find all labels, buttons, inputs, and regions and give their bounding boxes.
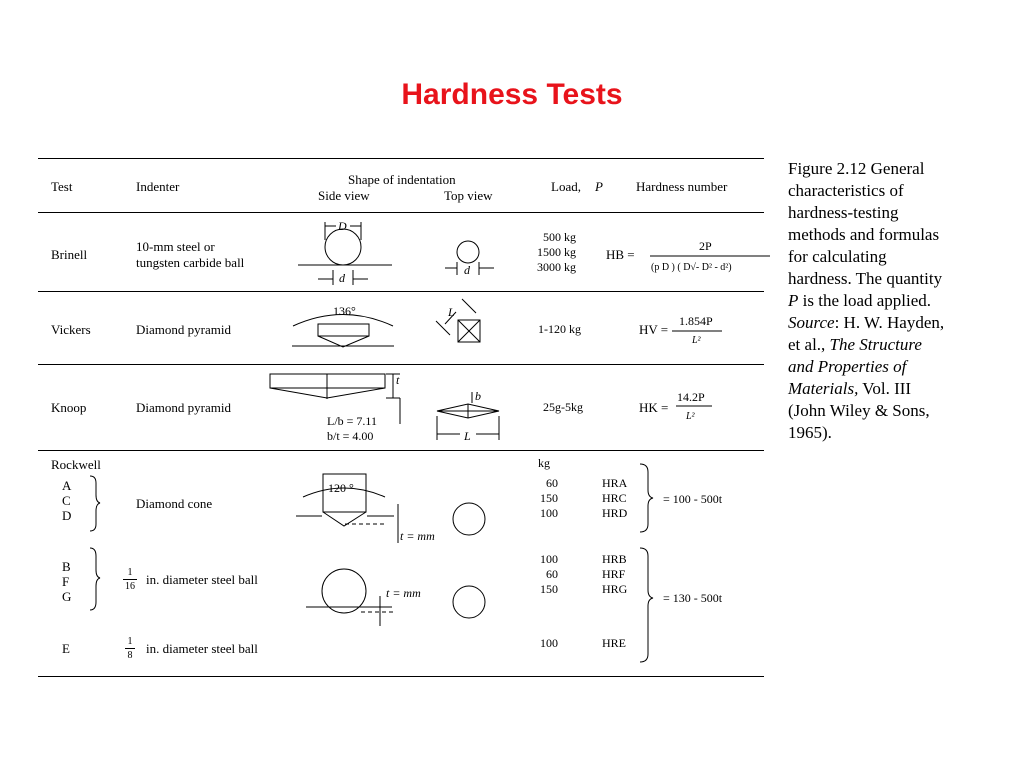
header-indenter: Indenter bbox=[136, 179, 180, 194]
knoop-b-label: b bbox=[475, 389, 481, 403]
caption-etal: et al., bbox=[788, 335, 830, 354]
knoop-L-label: L bbox=[464, 429, 471, 443]
brinell-load-1: 500 kg bbox=[543, 230, 576, 244]
scale-A: A bbox=[62, 478, 72, 493]
formula-100-500t: = 100 - 500t bbox=[663, 492, 723, 506]
hn-HRD: HRD bbox=[602, 506, 628, 520]
caption-line bbox=[788, 378, 993, 400]
caption-line: 1965). bbox=[788, 423, 832, 442]
caption-line: methods and formulas bbox=[788, 225, 940, 244]
hb-numerator: 2P bbox=[699, 239, 712, 253]
rockwell-load-150: 150 bbox=[540, 491, 558, 505]
brinell-load-3: 3000 kg bbox=[537, 260, 576, 274]
figure-caption bbox=[788, 158, 993, 444]
hb-denominator: (p D ) ( D√- D² - d²) bbox=[651, 262, 732, 273]
hk-denominator: L² bbox=[686, 411, 695, 422]
indenter-vickers: Diamond pyramid bbox=[136, 322, 231, 337]
indenter-brinell-line1: 10-mm steel or bbox=[136, 239, 215, 254]
fraction-1-16 bbox=[123, 567, 137, 592]
rockwell-load-60-f: 60 bbox=[546, 567, 558, 581]
header-test: Test bbox=[51, 179, 73, 194]
hn-HRE: HRE bbox=[602, 636, 626, 650]
hn-HRC: HRC bbox=[602, 491, 627, 505]
test-name-vickers: Vickers bbox=[51, 322, 91, 337]
hb-symbol: HB = bbox=[606, 247, 635, 262]
brace-bfg bbox=[90, 548, 100, 610]
vickers-side-view bbox=[292, 315, 394, 348]
rockwell-load-100-b: 100 bbox=[540, 552, 558, 566]
header-shape: Shape of indentation bbox=[348, 172, 456, 187]
rockwell-t-mm-2: t = mm bbox=[386, 586, 421, 600]
scale-C: C bbox=[62, 493, 71, 508]
hn-HRB: HRB bbox=[602, 552, 627, 566]
vickers-top-view bbox=[436, 299, 480, 342]
scale-B: B bbox=[62, 559, 71, 574]
brinell-d-label-top: d bbox=[464, 263, 470, 277]
rockwell-load-60: 60 bbox=[546, 476, 558, 490]
rockwell-ball-top-view bbox=[453, 586, 485, 618]
indenter-brinell-line2: tungsten carbide ball bbox=[136, 255, 245, 270]
caption-line bbox=[788, 334, 993, 356]
test-name-brinell: Brinell bbox=[51, 247, 88, 262]
hn-HRA: HRA bbox=[602, 476, 628, 490]
hv-denominator: L² bbox=[692, 335, 701, 346]
vickers-L-label: L bbox=[448, 305, 455, 319]
caption-book-2: and Properties of bbox=[788, 357, 907, 376]
caption-source-label: Source bbox=[788, 313, 835, 332]
caption-line: for calculating bbox=[788, 247, 887, 266]
caption-vol: Vol. III bbox=[858, 379, 912, 398]
caption-line: Figure 2.12 General bbox=[788, 159, 925, 178]
rockwell-ball-side-view bbox=[306, 569, 396, 626]
caption-book-3: Materials, bbox=[788, 379, 859, 398]
brinell-load-2: 1500 kg bbox=[537, 245, 576, 259]
caption-line: characteristics of bbox=[788, 181, 904, 200]
rockwell-load-100: 100 bbox=[540, 506, 558, 520]
knoop-t-label: t bbox=[396, 373, 400, 387]
caption-line: (John Wiley & Sons, bbox=[788, 401, 930, 420]
indenter-ball-1-8: in. diameter steel ball bbox=[146, 641, 258, 656]
hn-HRG: HRG bbox=[602, 582, 628, 596]
indenter-diamond-cone: Diamond cone bbox=[136, 496, 213, 511]
fraction-1-8-num: 1 bbox=[127, 636, 133, 647]
fraction-1-8-den: 8 bbox=[127, 650, 133, 661]
header-side-view: Side view bbox=[318, 188, 370, 203]
caption-line bbox=[788, 290, 993, 312]
vickers-angle-label: 136° bbox=[333, 304, 356, 318]
rockwell-cone-top-view bbox=[453, 503, 485, 535]
caption-p-symbol: P bbox=[788, 291, 799, 310]
test-name-knoop: Knoop bbox=[51, 400, 87, 415]
header-hardness-number: Hardness number bbox=[636, 179, 728, 194]
scale-E: E bbox=[62, 641, 70, 656]
header-load: Load, bbox=[551, 179, 581, 194]
header-top-view: Top view bbox=[444, 188, 493, 203]
page-title: Hardness Tests bbox=[401, 78, 623, 111]
scale-F: F bbox=[62, 574, 70, 589]
test-name-rockwell: Rockwell bbox=[51, 457, 101, 472]
caption-p-rest: is the load applied. bbox=[798, 291, 932, 310]
fraction-1-16-den: 16 bbox=[125, 581, 135, 592]
scale-D: D bbox=[62, 508, 72, 523]
caption-line: hardness. The quantity bbox=[788, 269, 943, 288]
caption-line bbox=[788, 312, 993, 334]
caption-line bbox=[788, 356, 993, 378]
brace-hra-hrd bbox=[640, 464, 653, 532]
fraction-1-8 bbox=[125, 636, 135, 661]
rockwell-load-150-g: 150 bbox=[540, 582, 558, 596]
hk-symbol: HK = bbox=[639, 400, 669, 415]
brace-acd bbox=[90, 476, 100, 531]
knoop-load: 25g-5kg bbox=[543, 400, 583, 414]
formula-130-500t: = 130 - 500t bbox=[663, 591, 723, 605]
header-load-symbol: P bbox=[595, 179, 603, 194]
brinell-d-label-side: d bbox=[339, 271, 345, 285]
indenter-ball-1-16: in. diameter steel ball bbox=[146, 572, 258, 587]
caption-line: hardness-testing bbox=[788, 203, 899, 222]
caption-book-1: The Structure bbox=[829, 335, 922, 354]
hk-numerator: 14.2P bbox=[677, 390, 705, 404]
hn-HRF: HRF bbox=[602, 567, 626, 581]
rockwell-cone-angle: 120 ° bbox=[328, 481, 354, 495]
rockwell-load-unit: kg bbox=[538, 456, 550, 470]
scale-G: G bbox=[62, 589, 72, 604]
knoop-ratio-2: b/t = 4.00 bbox=[327, 429, 374, 443]
indenter-knoop: Diamond pyramid bbox=[136, 400, 231, 415]
vickers-load: 1-120 kg bbox=[538, 322, 581, 336]
caption-source-rest: : H. W. Hayden, bbox=[834, 313, 945, 332]
hv-numerator: 1.854P bbox=[679, 314, 713, 328]
fraction-1-16-num: 1 bbox=[127, 567, 133, 578]
knoop-ratio-1: L/b = 7.11 bbox=[327, 414, 377, 428]
hv-symbol: HV = bbox=[639, 322, 669, 337]
brinell-D-label: D bbox=[338, 219, 347, 233]
brace-hrb-hre bbox=[640, 548, 653, 662]
rockwell-t-mm-1: t = mm bbox=[400, 529, 435, 543]
rockwell-load-100-e: 100 bbox=[540, 636, 558, 650]
